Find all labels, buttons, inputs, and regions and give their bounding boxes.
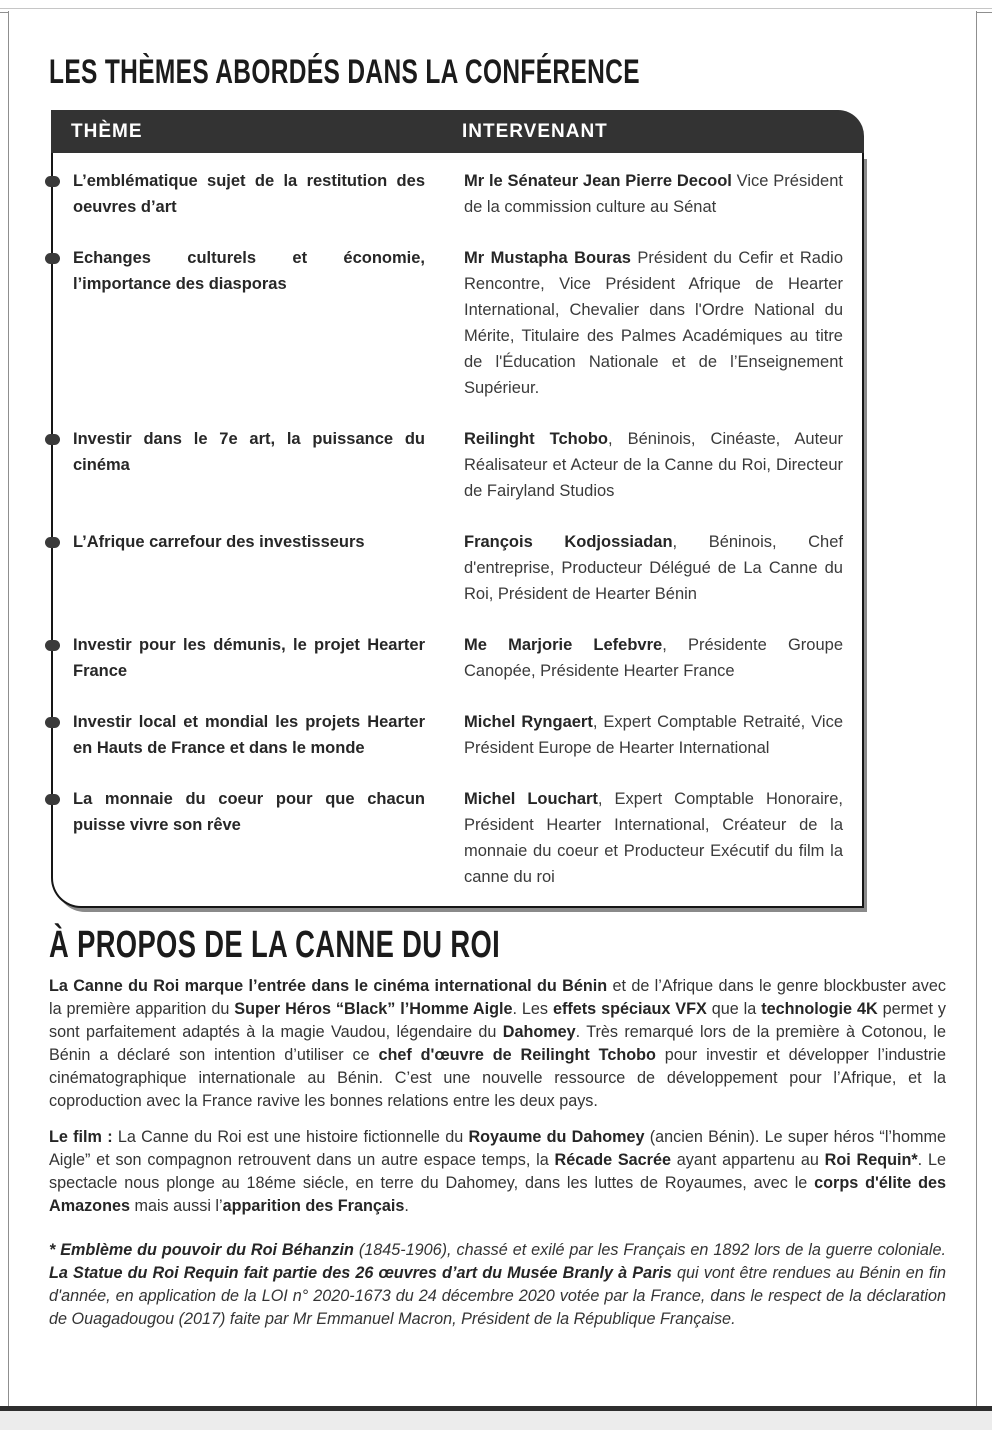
- section2-title: À PROPOS DE LA CANNE DU ROI: [49, 924, 501, 966]
- table-row: [73, 245, 843, 401]
- bullet-marker-icon: [45, 640, 60, 651]
- themes-table: [51, 110, 864, 908]
- theme-cell: Investir pour les démunis, le projet Hearter France: [73, 636, 425, 680]
- bullet-marker-icon: [45, 434, 60, 445]
- intervenant-cell: Mr le Sénateur Jean Pierre Decool Vice Président de la commission culture au Sénat: [464, 172, 843, 216]
- about-paragraph: La Canne du Roi marque l’entrée dans le cinéma international du Bénin et de l’Afrique dans le genre blockbuster avec la première apparition du Super Héros “Black” l’Homme Aigle. Les effets spéciaux VFX que la technologie 4K permet y sont parfaitement adaptés à la magie Vaudou, légendaire du Dahomey. Très remarqué lors de la première à Cotonou, le Bénin a déclaré son intention d’utiliser ce chef d'œuvre de Reilinght Tchobo pour investir et développer l’industrie cinématographique internationale au Bénin. C’est une nouvelle ressource de développement pour l’Afrique, et la coproduction avec la France ravive les bonnes relations entre les deux pays.: [49, 977, 946, 1110]
- section1-title: LES THÈMES ABORDÉS DANS LA CONFÉRENCE: [49, 53, 640, 91]
- page-footer-strip: [0, 1411, 992, 1430]
- table-row: [73, 529, 843, 607]
- theme-cell: L’Afrique carrefour des investisseurs: [73, 533, 365, 551]
- table-row: [73, 632, 843, 684]
- table-row: [73, 426, 843, 504]
- bullet-marker-icon: [45, 794, 60, 805]
- theme-cell: La monnaie du coeur pour que chacun puisse vivre son rêve: [73, 790, 425, 834]
- bullet-marker-icon: [45, 253, 60, 264]
- theme-cell: L’emblématique sujet de la restitution des oeuvres d’art: [73, 172, 425, 216]
- film-paragraph: Le film : La Canne du Roi est une histoire fictionnelle du Royaume du Dahomey (ancien Bénin). Le super héros “l’homme Aigle” et son compagnon retrouvent dans un autre espace temps, la Récade Sacrée ayant appartenu au Roi Requin*. Le spectacle nous plonge au 18éme siécle, en terre du Dahomey, dans les luttes de Royaumes, avec le corps d'élite des Amazones mais aussi l’apparition des Français.: [49, 1128, 946, 1215]
- col-header-intervenant: INTERVENANT: [462, 120, 608, 142]
- table-row: [73, 709, 843, 761]
- intervenant-cell: François Kodjossiadan, Béninois, Chef d'entreprise, Producteur Délégué de La Canne du Roi, Président de Hearter Bénin: [464, 533, 843, 603]
- bullet-marker-icon: [45, 537, 60, 548]
- intervenant-cell: Mr Mustapha Bouras Président du Cefir et Radio Rencontre, Vice Président Afrique de Hearter International, Chevalier dans l'Ordre National du Mérite, Titulaire des Palmes Académiques au titre de l'Éducation Nationale et de l’Enseignement Supérieur.: [464, 249, 843, 397]
- intervenant-cell: Me Marjorie Lefebvre, Présidente Groupe Canopée, Présidente Hearter France: [464, 636, 844, 680]
- col-header-theme: THÈME: [71, 120, 143, 142]
- bullet-marker-icon: [45, 176, 60, 187]
- footnote-paragraph: * Emblème du pouvoir du Roi Béhanzin (1845-1906), chassé et exilé par les Français en 1892 lors de la guerre coloniale. La Statue du Roi Requin fait partie des 26 œuvres d’art du Musée Branly à Paris qui vont être rendues au Bénin en fin d'année, en application de la LOI n° 2020-1673 du 24 décembre 2020 votée par la France, dans le respect de la déclaration de Ouagadougou (2017) faite par Mr Emmanuel Macron, Président de la République Française.: [49, 1241, 947, 1328]
- intervenant-cell: Michel Ryngaert, Expert Comptable Retraité, Vice Président Europe de Hearter International: [464, 713, 844, 757]
- table-header-row: [51, 110, 864, 153]
- theme-cell: Echanges culturels et économie, l’importance des diasporas: [73, 249, 425, 293]
- table-row: [73, 786, 843, 890]
- table-row: [73, 168, 843, 220]
- theme-cell: Investir local et mondial les projets Hearter en Hauts de France et dans le monde: [73, 713, 425, 757]
- theme-cell: Investir dans le 7e art, la puissance du cinéma: [73, 430, 425, 474]
- bullet-marker-icon: [45, 717, 60, 728]
- intervenant-cell: Reilinght Tchobo, Béninois, Cinéaste, Auteur Réalisateur et Acteur de la Canne du Roi, Directeur de Fairyland Studios: [464, 430, 844, 500]
- document-page: [8, 11, 977, 1406]
- intervenant-cell: Michel Louchart, Expert Comptable Honoraire, Président Hearter International, Créateur de la monnaie du coeur et Producteur Exécutif du film la canne du roi: [464, 790, 843, 886]
- table-body: [51, 153, 864, 908]
